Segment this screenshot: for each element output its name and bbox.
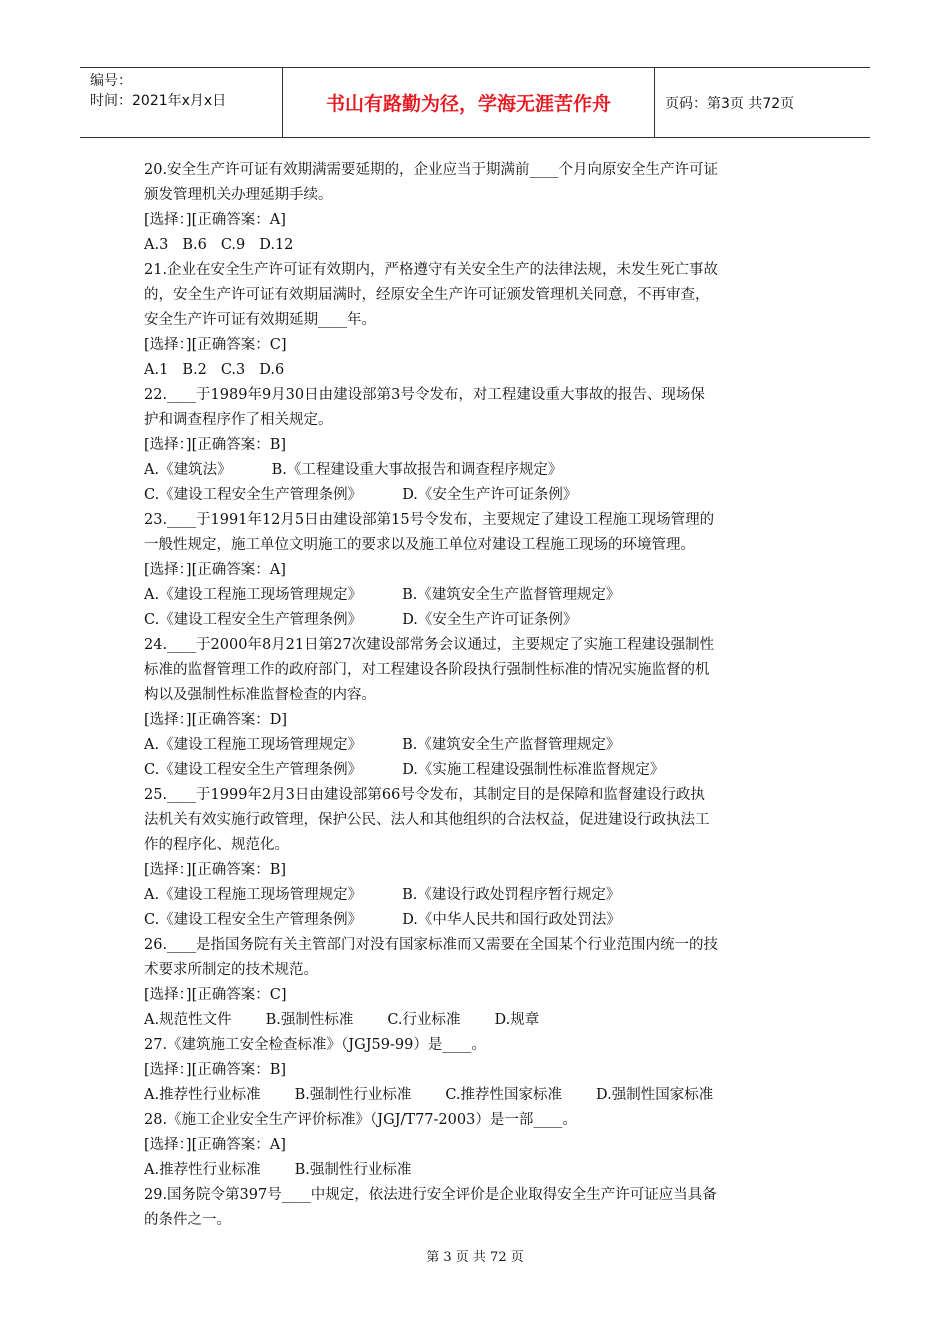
answer-options-line bbox=[144, 608, 814, 633]
answer-option: B.2 bbox=[182, 362, 207, 378]
question-text-line: 护和调查程序作了相关规定。 bbox=[144, 412, 333, 428]
answer-key-line: [选择：][正确答案：B] bbox=[144, 862, 287, 878]
answer-option: C.《建设工程安全生产管理条例》 bbox=[144, 612, 363, 628]
answer-option: B.《建设行政处罚程序暂行规定》 bbox=[402, 887, 621, 903]
answer-options-line bbox=[144, 908, 814, 933]
question-text-line: 28.《施工企业安全生产评价标准》（JGJ/T77-2003）是一部____。 bbox=[144, 1112, 577, 1128]
answer-option: D.《中华人民共和国行政处罚法》 bbox=[402, 912, 621, 928]
question-text-line: 术要求所制定的技术规范。 bbox=[144, 962, 318, 978]
question-text-line: 标准的监督管理工作的政府部门，对工程建设各阶段执行强制性标准的情况实施监督的机 bbox=[144, 662, 710, 678]
answer-options-line bbox=[144, 1083, 814, 1108]
answer-option: B.6 bbox=[182, 237, 207, 253]
header-meta bbox=[80, 68, 282, 137]
question-text-line: 29.国务院令第397号____中规定，依法进行安全评价是企业取得安全生产许可证应当具备 bbox=[144, 1187, 717, 1203]
answer-option: A.3 bbox=[144, 237, 169, 253]
answer-option: D.《实施工程建设强制性标准监督规定》 bbox=[402, 762, 665, 778]
answer-option: A.规范性文件 bbox=[144, 1012, 232, 1028]
answer-key-line: [选择：][正确答案：A] bbox=[144, 212, 286, 228]
answer-option: D.强制性国家标准 bbox=[596, 1087, 714, 1103]
document-date: 时间：2021年x月x日 bbox=[90, 93, 227, 109]
answer-options-line bbox=[144, 458, 814, 483]
answer-options-line bbox=[144, 483, 814, 508]
answer-option: D.12 bbox=[259, 237, 294, 253]
answer-option: C.《建设工程安全生产管理条例》 bbox=[144, 912, 363, 928]
question-text-line: 27.《建筑施工安全检查标准》（JGJ59-99）是____。 bbox=[144, 1037, 486, 1053]
question-text-line: 的，安全生产许可证有效期届满时，经原安全生产许可证颁发管理机关同意，不再审查， bbox=[144, 287, 710, 303]
question-text-line: 24.____于2000年8月21日第27次建设部常务会议通过，主要规定了实施工程建设强制性 bbox=[144, 637, 715, 653]
answer-options-line bbox=[144, 358, 814, 383]
question-text-line: 23.____于1991年12月5日由建设部第15号令发布，主要规定了建设工程施工现场管理的 bbox=[144, 512, 715, 528]
answer-option: B.强制性标准 bbox=[265, 1012, 354, 1028]
question-text-line: 21.企业在安全生产许可证有效期内，严格遵守有关安全生产的法律法规，未发生死亡事故 bbox=[144, 262, 719, 278]
answer-key-line: [选择：][正确答案：D] bbox=[144, 712, 288, 728]
answer-key-line: [选择：][正确答案：B] bbox=[144, 437, 287, 453]
answer-option: C.9 bbox=[220, 237, 246, 253]
question-text-line: 安全生产许可证有效期延期____年。 bbox=[144, 312, 376, 328]
answer-option: A.1 bbox=[144, 362, 169, 378]
answer-key-line: [选择：][正确答案：C] bbox=[144, 337, 287, 353]
answer-option: B.《建筑安全生产监督管理规定》 bbox=[402, 587, 621, 603]
answer-option: C.推荐性国家标准 bbox=[445, 1087, 563, 1103]
question-text-line: 颁发管理机关办理延期手续。 bbox=[144, 187, 333, 203]
answer-option: A.推荐性行业标准 bbox=[144, 1087, 261, 1103]
answer-options-line bbox=[144, 758, 814, 783]
answer-option: D.规章 bbox=[494, 1012, 540, 1028]
answer-option: B.强制性行业标准 bbox=[294, 1087, 412, 1103]
answer-option: A.推荐性行业标准 bbox=[144, 1162, 261, 1178]
question-text-line: 26.____是指国务院有关主管部门对没有国家标准而又需要在全国某个行业范围内统一的技 bbox=[144, 937, 719, 953]
answer-option: A.《建筑法》 bbox=[144, 462, 232, 478]
answer-option: B.《工程建设重大事故报告和调查程序规定》 bbox=[271, 462, 563, 478]
answer-option: C.3 bbox=[220, 362, 246, 378]
header-page-info: 页码：第3页 共72页 bbox=[665, 95, 795, 112]
answer-option: C.《建设工程安全生产管理条例》 bbox=[144, 762, 363, 778]
answer-key-line: [选择：][正确答案：A] bbox=[144, 1137, 286, 1153]
question-text-line: 20.安全生产许可证有效期满需要延期的，企业应当于期满前____个月向原安全生产许可证 bbox=[144, 162, 719, 178]
question-text-line: 25.____于1999年2月3日由建设部第66号令发布，其制定目的是保障和监督建设行政执 bbox=[144, 787, 705, 803]
question-text-line: 构以及强制性标准监督检查的内容。 bbox=[144, 687, 376, 703]
answer-key-line: [选择：][正确答案：C] bbox=[144, 987, 287, 1003]
answer-option: D.《安全生产许可证条例》 bbox=[402, 487, 578, 503]
answer-options-line bbox=[144, 583, 814, 608]
answer-options-line bbox=[144, 733, 814, 758]
answer-options-line bbox=[144, 883, 814, 908]
page-footer: 第 3 页 共 72 页 bbox=[426, 1250, 524, 1265]
answer-option: C.行业标准 bbox=[387, 1012, 461, 1028]
answer-options-line bbox=[144, 1158, 814, 1183]
answer-option: A.《建设工程施工现场管理规定》 bbox=[144, 737, 363, 753]
question-text-line: 一般性规定，施工单位文明施工的要求以及施工单位对建设工程施工现场的环境管理。 bbox=[144, 537, 695, 553]
answer-option: A.《建设工程施工现场管理规定》 bbox=[144, 887, 363, 903]
answer-option: D.《安全生产许可证条例》 bbox=[402, 612, 578, 628]
answer-key-line: [选择：][正确答案：B] bbox=[144, 1062, 287, 1078]
header-motto: 书山有路勤为径，学海无涯苦作舟 bbox=[282, 68, 655, 137]
page-header bbox=[80, 67, 870, 138]
answer-option: B.强制性行业标准 bbox=[294, 1162, 412, 1178]
question-text-line: 法机关有效实施行政管理，保护公民、法人和其他组织的合法权益，促进建设行政执法工 bbox=[144, 812, 710, 828]
answer-key-line: [选择：][正确答案：A] bbox=[144, 562, 286, 578]
answer-option: B.《建筑安全生产监督管理规定》 bbox=[402, 737, 621, 753]
question-text-line: 的条件之一。 bbox=[144, 1212, 231, 1228]
answer-options-line bbox=[144, 1008, 814, 1033]
document-code-label: 编号： bbox=[90, 73, 132, 89]
question-text-line: 作的程序化、规范化。 bbox=[144, 837, 289, 853]
answer-option: A.《建设工程施工现场管理规定》 bbox=[144, 587, 363, 603]
question-text-line: 22.____于1989年9月30日由建设部第3号令发布，对工程建设重大事故的报告、现场保 bbox=[144, 387, 705, 403]
answer-option: D.6 bbox=[259, 362, 285, 378]
answer-option: C.《建设工程安全生产管理条例》 bbox=[144, 487, 363, 503]
document-body bbox=[144, 158, 814, 1233]
answer-options-line bbox=[144, 233, 814, 258]
